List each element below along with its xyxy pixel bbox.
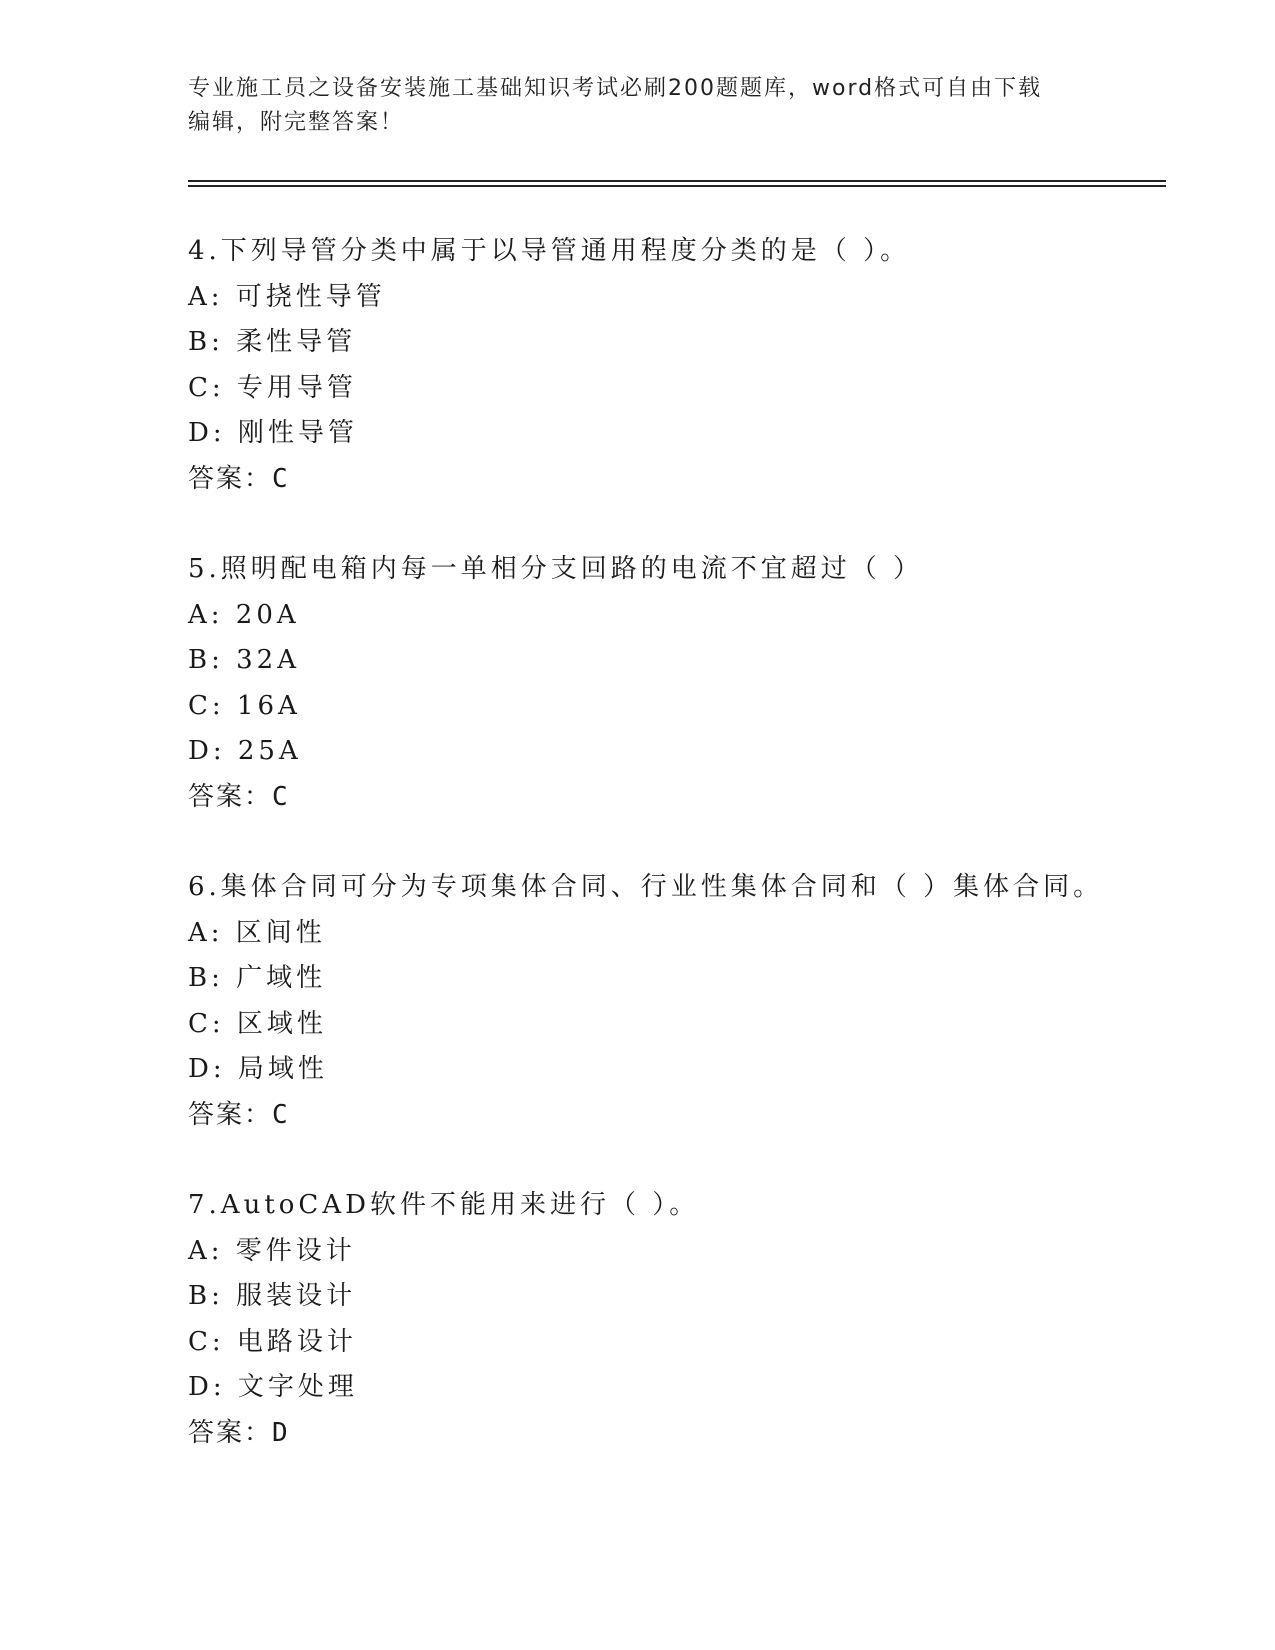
option-a: A: 零件设计 [188, 1235, 356, 1266]
option-c: C: 区域性 [188, 1008, 327, 1039]
answer-label: 答案： [188, 463, 273, 494]
option-c: C: 16A [188, 690, 301, 721]
header-rule-bottom [188, 185, 1166, 187]
option-d: D: 刚性导管 [188, 418, 358, 449]
option-d: D: 局域性 [188, 1054, 328, 1085]
answer-label: 答案： [188, 781, 273, 812]
answer-value: C [272, 463, 290, 494]
answer-line [188, 1093, 1188, 1139]
option-a: A: 20A [188, 599, 300, 630]
question-5 [188, 547, 1188, 821]
answer-line [188, 1411, 1188, 1457]
document-header [188, 72, 1088, 140]
question-7 [188, 1183, 1188, 1457]
answer-label: 答案： [188, 1099, 273, 1130]
answer-value: C [272, 1099, 290, 1130]
header-line-2: 编辑，附完整答案！ [188, 110, 405, 135]
option-b: B: 服装设计 [188, 1281, 357, 1312]
header-line-1: 专业施工员之设备安装施工基础知识考试必刷200题题库，word格式可自由下载 [188, 76, 1043, 101]
option-b: B: 32A [188, 645, 300, 676]
question-stem: 5.照明配电箱内每一单相分支回路的电流不宜超过（ ） [188, 554, 924, 584]
question-stem: 4.下列导管分类中属于以导管通用程度分类的是（ ）。 [188, 236, 911, 266]
answer-label: 答案： [188, 1417, 273, 1448]
option-b: B: 广域性 [188, 963, 327, 994]
option-d: D: 25A [188, 736, 302, 767]
option-a: A: 可挠性导管 [188, 281, 386, 312]
option-b: B: 柔性导管 [188, 327, 357, 358]
header-double-rule [188, 180, 1166, 187]
question-4 [188, 229, 1188, 503]
option-a: A: 区间性 [188, 917, 326, 948]
option-d: D: 文字处理 [188, 1372, 358, 1403]
option-c: C: 电路设计 [188, 1326, 357, 1357]
answer-line [188, 775, 1188, 821]
answer-line [188, 457, 1188, 503]
answer-value: C [272, 781, 290, 812]
header-rule-top [188, 180, 1166, 182]
answer-value: D [272, 1417, 290, 1448]
question-stem: 6.集体合同可分为专项集体合同、行业性集体合同和（ ）集体合同。 [188, 872, 1104, 902]
question-stem: 7.AutoCAD软件不能用来进行（ ）。 [188, 1190, 700, 1220]
option-c: C: 专用导管 [188, 372, 357, 403]
question-6 [188, 865, 1188, 1139]
